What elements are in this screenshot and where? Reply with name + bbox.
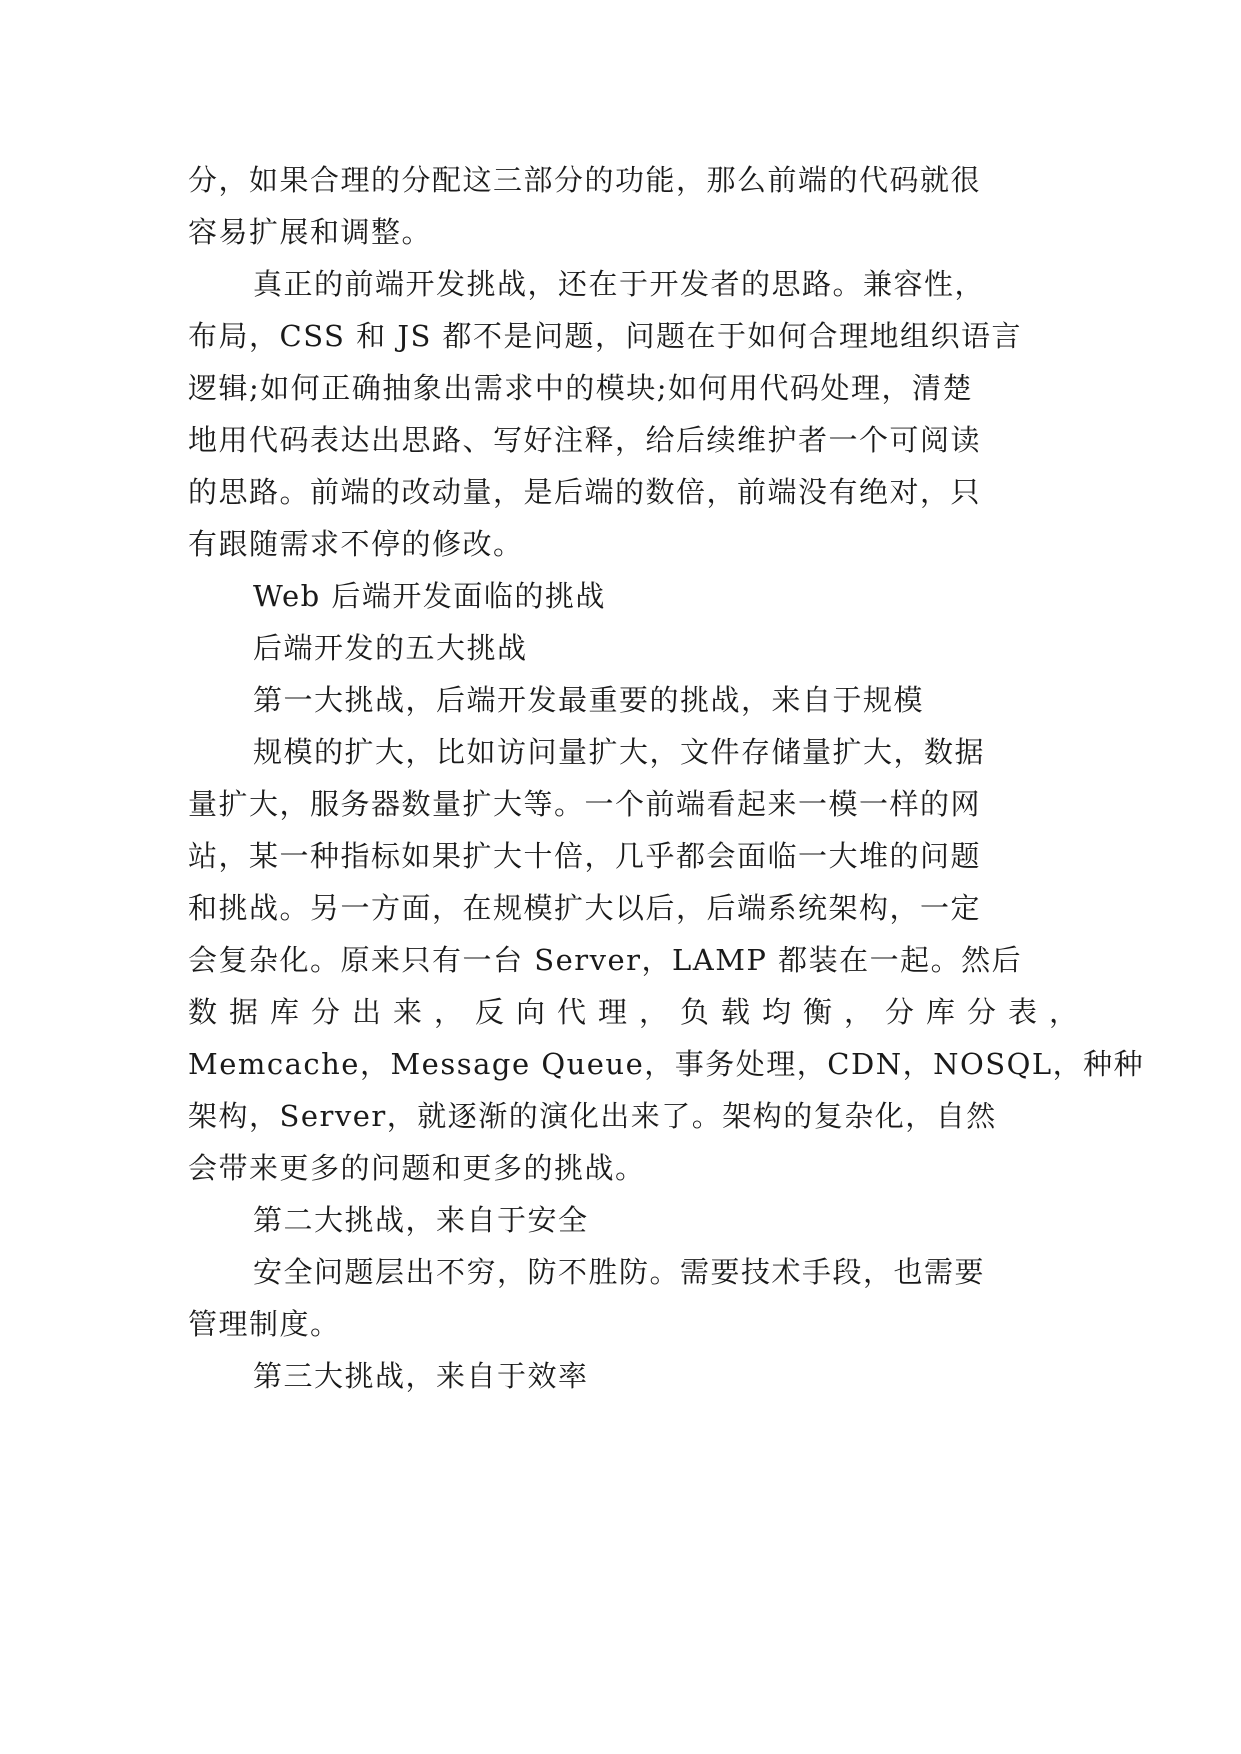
text-line: 容易扩展和调整。 [188, 215, 433, 249]
text-line: Memcache，Message Queue，事务处理，CDN，NOSQL，种种 [188, 1047, 1145, 1081]
text-line: 布局，CSS 和 JS 都不是问题，问题在于如何合理地组织语言 [188, 319, 1023, 353]
text-line: 有跟随需求不停的修改。 [188, 527, 524, 561]
text-line: 和挑战。另一方面，在规模扩大以后，后端系统架构，一定 [188, 891, 982, 925]
text-line: 地用代码表达出思路、写好注释，给后续维护者一个可阅读 [188, 423, 982, 457]
text-line: 会带来更多的问题和更多的挑战。 [188, 1151, 646, 1185]
text-line: 架构，Server，就逐渐的演化出来了。架构的复杂化，自然 [188, 1099, 997, 1133]
section-subheading: 后端开发的五大挑战 [253, 631, 528, 665]
challenge-heading: 第二大挑战，来自于安全 [253, 1203, 589, 1237]
text-line: 分，如果合理的分配这三部分的功能，那么前端的代码就很 [188, 163, 982, 197]
text-line: 数据库分出来，反向代理，负载均衡，分库分表， [188, 995, 1091, 1029]
challenge-heading: 第一大挑战，后端开发最重要的挑战，来自于规模 [253, 683, 925, 717]
text-line: 会复杂化。原来只有一台 Server，LAMP 都装在一起。然后 [188, 943, 1023, 977]
text-line: 量扩大，服务器数量扩大等。一个前端看起来一模一样的网 [188, 787, 982, 821]
text-line: 的思路。前端的改动量，是后端的数倍，前端没有绝对，只 [188, 475, 982, 509]
text-line: 规模的扩大，比如访问量扩大，文件存储量扩大，数据 [253, 735, 986, 769]
text-line: 站，某一种指标如果扩大十倍，几乎都会面临一大堆的问题 [188, 839, 982, 873]
text-line: 逻辑;如何正确抽象出需求中的模块;如何用代码处理，清楚 [188, 371, 974, 405]
text-line: 真正的前端开发挑战，还在于开发者的思路。兼容性， [253, 267, 986, 301]
section-heading: Web 后端开发面临的挑战 [253, 579, 606, 613]
text-line: 安全问题层出不穷，防不胜防。需要技术手段，也需要 [253, 1255, 986, 1289]
challenge-heading: 第三大挑战，来自于效率 [253, 1359, 589, 1393]
text-line: 管理制度。 [188, 1307, 341, 1341]
